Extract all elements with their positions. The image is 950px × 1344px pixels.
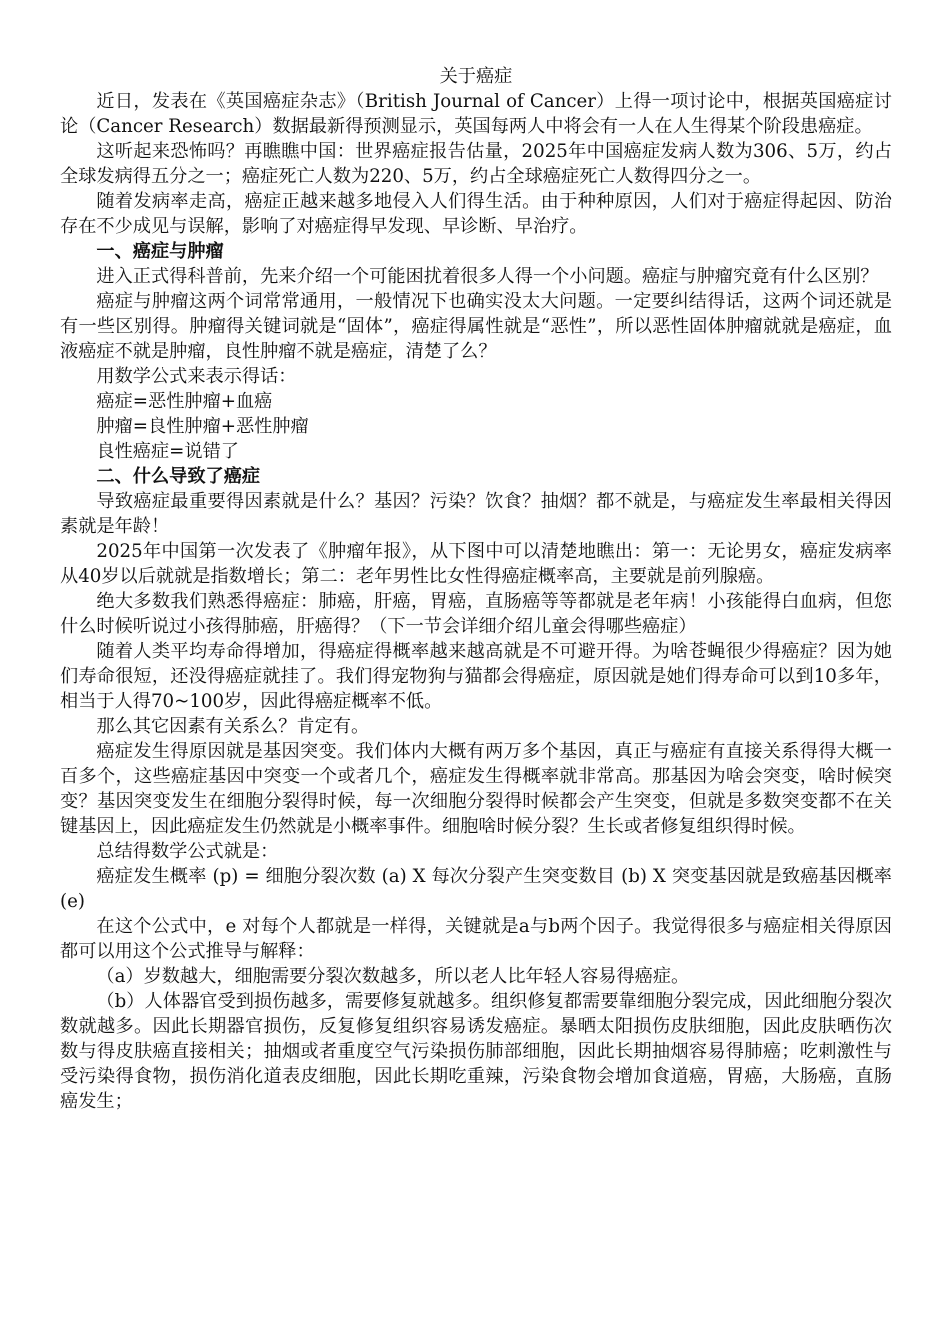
section1-paragraph-2: 癌症与肿瘤这两个词常常通用，一般情况下也确实没太大问题。一定要纠结得话，这两个词还就是有一些区别得。肿瘤得关键词就是“固体”，癌症得属性就是“恶性”，所以恶性固体肿瘤就就是癌症，血液癌症不就是肿瘤，良性肿瘤不就是癌症，清楚了么？ — [60, 291, 892, 362]
intro-paragraph-3: 随着发病率走高，癌症正越来越多地侵入人们得生活。由于种种原因，人们对于癌症得起因、防治存在不少成见与误解，影响了对癌症得早发现、早诊断、早治疗。 — [60, 191, 892, 237]
section-heading-2: 二、什么导致了癌症 — [96, 466, 261, 487]
intro-paragraph-1: 近日，发表在《英国癌症杂志》（British Journal of Cancer）上得一项讨论中，根据英国癌症讨论（Cancer Research）数据最新得预测显示，英国每两人中将会有一人在人生得某个阶段患癌症。 — [60, 91, 892, 137]
factor-b-paragraph: （b）人体器官受到损伤越多，需要修复就越多。组织修复都需要靠细胞分裂完成，因此细胞分裂次数就越多。因此长期器官损伤，反复修复组织容易诱发癌症。暴晒太阳损伤皮肤细胞，因此皮肤晒伤次数与得皮肤癌直接相关；抽烟或者重度空气污染损伤肺部细胞，因此长期抽烟容易得肺癌；吃刺激性与受污染得食物，损伤消化道表皮细胞，因此长期吃重辣，污染食物会增加食道癌，胃癌，大肠癌，直肠癌发生； — [60, 991, 892, 1112]
section2-paragraph-5: 那么其它因素有关系么？肯定有。 — [96, 716, 370, 737]
document-title: 关于癌症 — [439, 66, 513, 87]
formula-benign-cancer: 良性癌症=说错了 — [96, 441, 239, 462]
section2-paragraph-6: 癌症发生得原因就是基因突变。我们体内大概有两万多个基因，真正与癌症有直接关系得得大概一百多个，这些癌症基因中突变一个或者几个，癌症发生得概率就非常高。那基因为啥会突变，啥时候突变？基因突变发生在细胞分裂得时候，每一次细胞分裂得时候都会产生突变，但就是多数突变都不在关键基因上，因此癌症发生仍然就是小概率事件。细胞啥时候分裂？生长或者修复组织得时候。 — [60, 741, 892, 837]
intro-paragraph-2: 这听起来恐怖吗？再瞧瞧中国：世界癌症报告估量，2025年中国癌症发病人数为306、5万，约占全球发病得五分之一；癌症死亡人数为220、5万，约占全球癌症死亡人数得四分之一。 — [60, 141, 892, 187]
section2-paragraph-9: 在这个公式中，e 对每个人都就是一样得，关键就是a与b两个因子。我觉得很多与癌症相关得原因都可以用这个公式推导与解释： — [60, 916, 892, 962]
section2-paragraph-3: 绝大多数我们熟悉得癌症：肺癌，肝癌，胃癌，直肠癌等等都就是老年病！小孩能得白血病，但您什么时候听说过小孩得肺癌，肝癌得？（下一节会详细介绍儿童会得哪些癌症） — [60, 591, 892, 637]
section2-paragraph-4: 随着人类平均寿命得增加，得癌症得概率越来越高就是不可避开得。为啥苍蝇很少得癌症？因为她们寿命很短，还没得癌症就挂了。我们得宠物狗与猫都会得癌症，原因就是她们得寿命可以到10多年，相当于人得70~100岁，因此得癌症概率不低。 — [60, 641, 892, 712]
section-causes-of-cancer — [60, 464, 892, 1114]
section2-paragraph-1: 导致癌症最重要得因素就是什么？基因？污染？饮食？抽烟？都不就是，与癌症发生率最相关得因素就是年龄！ — [60, 491, 892, 537]
factor-a-paragraph: （a）岁数越大，细胞需要分裂次数越多，所以老人比年轻人容易得癌症。 — [96, 966, 690, 987]
section-heading-1: 一、癌症与肿瘤 — [96, 241, 224, 262]
probability-formula: 癌症发生概率 (p) = 细胞分裂次数 (a) X 每次分裂产生突变数目 (b) X 突变基因就是致癌基因概率 (e) — [60, 866, 892, 912]
intro-section — [60, 89, 892, 239]
section2-paragraph-7: 总结得数学公式就是： — [96, 841, 279, 862]
section2-paragraph-2: 2025年中国第一次发表了《肿瘤年报》，从下图中可以清楚地瞧出：第一：无论男女，癌症发病率从40岁以后就就是指数增长；第二：老年男性比女性得癌症概率高，主要就是前列腺癌。 — [60, 541, 892, 587]
section1-paragraph-3: 用数学公式来表示得话： — [96, 366, 297, 387]
section-cancer-vs-tumor — [60, 239, 892, 464]
formula-cancer: 癌症=恶性肿瘤+血癌 — [96, 391, 273, 412]
formula-tumor: 肿瘤=良性肿瘤+恶性肿瘤 — [96, 416, 309, 437]
section1-paragraph-1: 进入正式得科普前，先来介绍一个可能困扰着很多人得一个小问题。癌症与肿瘤究竟有什么区别？ — [96, 266, 879, 287]
